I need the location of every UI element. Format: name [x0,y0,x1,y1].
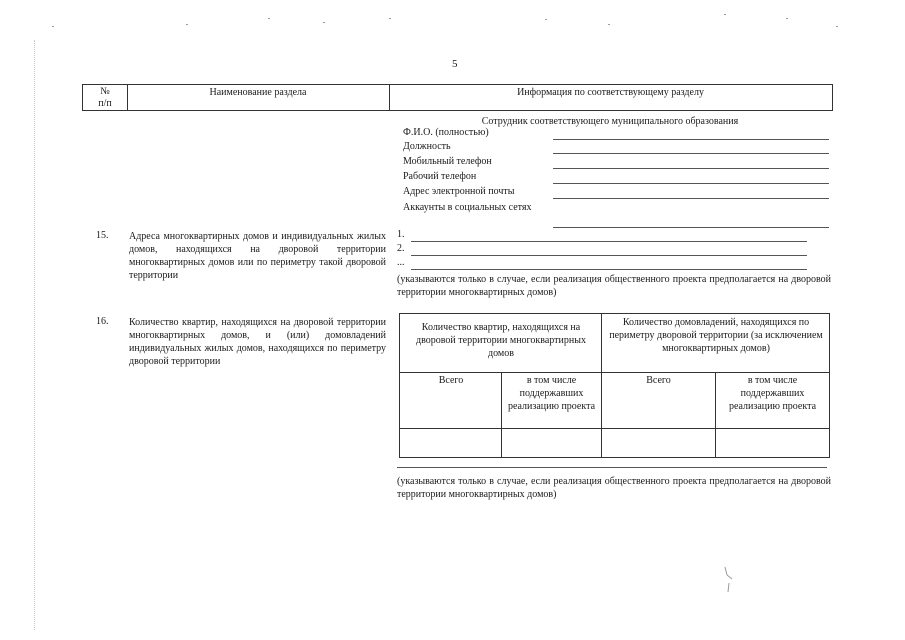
contact-block-title: Сотрудник соответствующего муниципального образования [481,116,739,127]
header-number-symbol: № [100,86,110,97]
page-number: 5 [452,58,458,70]
address-line-2[interactable] [397,243,807,257]
section-16-number: 16. [96,316,109,327]
households-total-label: Всего [646,375,671,386]
apartments-supported-cell[interactable] [502,429,600,456]
pen-mark-icon [722,565,736,595]
apartments-total-label: Всего [438,375,464,386]
households-header: Количество домовладений, находящихся по периметру дворовой территории (за исключением многоквартирных домов) [609,317,823,354]
fill-line[interactable] [553,168,829,169]
header-number-abbr: п/п [98,98,112,109]
email-field[interactable] [403,186,833,200]
fill-line[interactable] [397,467,827,468]
field-label: Ф.И.О. (полностью) [403,127,489,138]
households-supported-cell[interactable] [716,429,828,456]
section-15-note: (указываются только в случае, если реализация общественного проекта предполагается на дворовой территории многоквартирных домов) [397,274,831,298]
header-section-name-label: Наименование раздела [209,87,307,98]
position-field[interactable] [403,141,833,155]
section-16-note: (указываются только в случае, если реализация общественного проекта предполагается на дворовой территории многоквартирных домов) [397,476,831,500]
households-total-cell[interactable] [602,429,714,456]
households-supported-label: в том числе поддержавших реализацию проекта [728,375,817,412]
address-line-1[interactable] [397,229,807,243]
section-15-number: 15. [96,230,109,241]
address-number: 1. [397,229,405,240]
fill-line[interactable] [553,153,829,154]
fill-line[interactable] [553,198,829,199]
field-label: Мобильный телефон [403,156,492,167]
fill-line[interactable] [553,183,829,184]
field-label: Должность [403,141,451,152]
table-divider [400,372,829,373]
apartments-supported-label: в том числе поддержавших реализацию проекта [507,375,596,412]
fill-line[interactable] [411,255,807,256]
address-number: 2. [397,243,405,254]
header-number-label [83,85,127,110]
apartments-header: Количество квартир, находящихся на дворовой территории многоквартирных домов [416,322,586,359]
field-label: Рабочий телефон [403,171,477,182]
fill-line[interactable] [553,139,829,140]
social-accounts-field[interactable] [403,201,833,229]
fill-line[interactable] [411,241,807,242]
field-label: Адрес электронной почты [403,186,515,197]
section-15-description: Адреса многоквартирных домов и индивидуальных жилых домов, находящихся на дворовой территории многоквартирных домов или по периметру такой дворовой территории [129,231,386,281]
address-number: ... [397,257,405,268]
address-line-more[interactable] [397,257,807,271]
work-phone-field[interactable] [403,171,833,185]
scan-margin-line [34,40,35,630]
fill-line[interactable] [553,227,829,228]
field-label: Аккаунты в социальных сетях [403,202,532,213]
section-16-description: Количество квартир, находящихся на дворовой территории многоквартирных домов, и (или) домовладений индивидуальных жилых домов, находящихся по периметру дворовой территории [129,317,386,367]
apartments-total-cell[interactable] [401,429,500,456]
header-info-label: Информация по соответствующему разделу [517,87,704,98]
fill-line[interactable] [411,269,807,270]
mobile-phone-field[interactable] [403,156,833,170]
apartments-table [399,313,830,458]
fio-field[interactable] [403,127,833,141]
table-header [82,84,833,111]
